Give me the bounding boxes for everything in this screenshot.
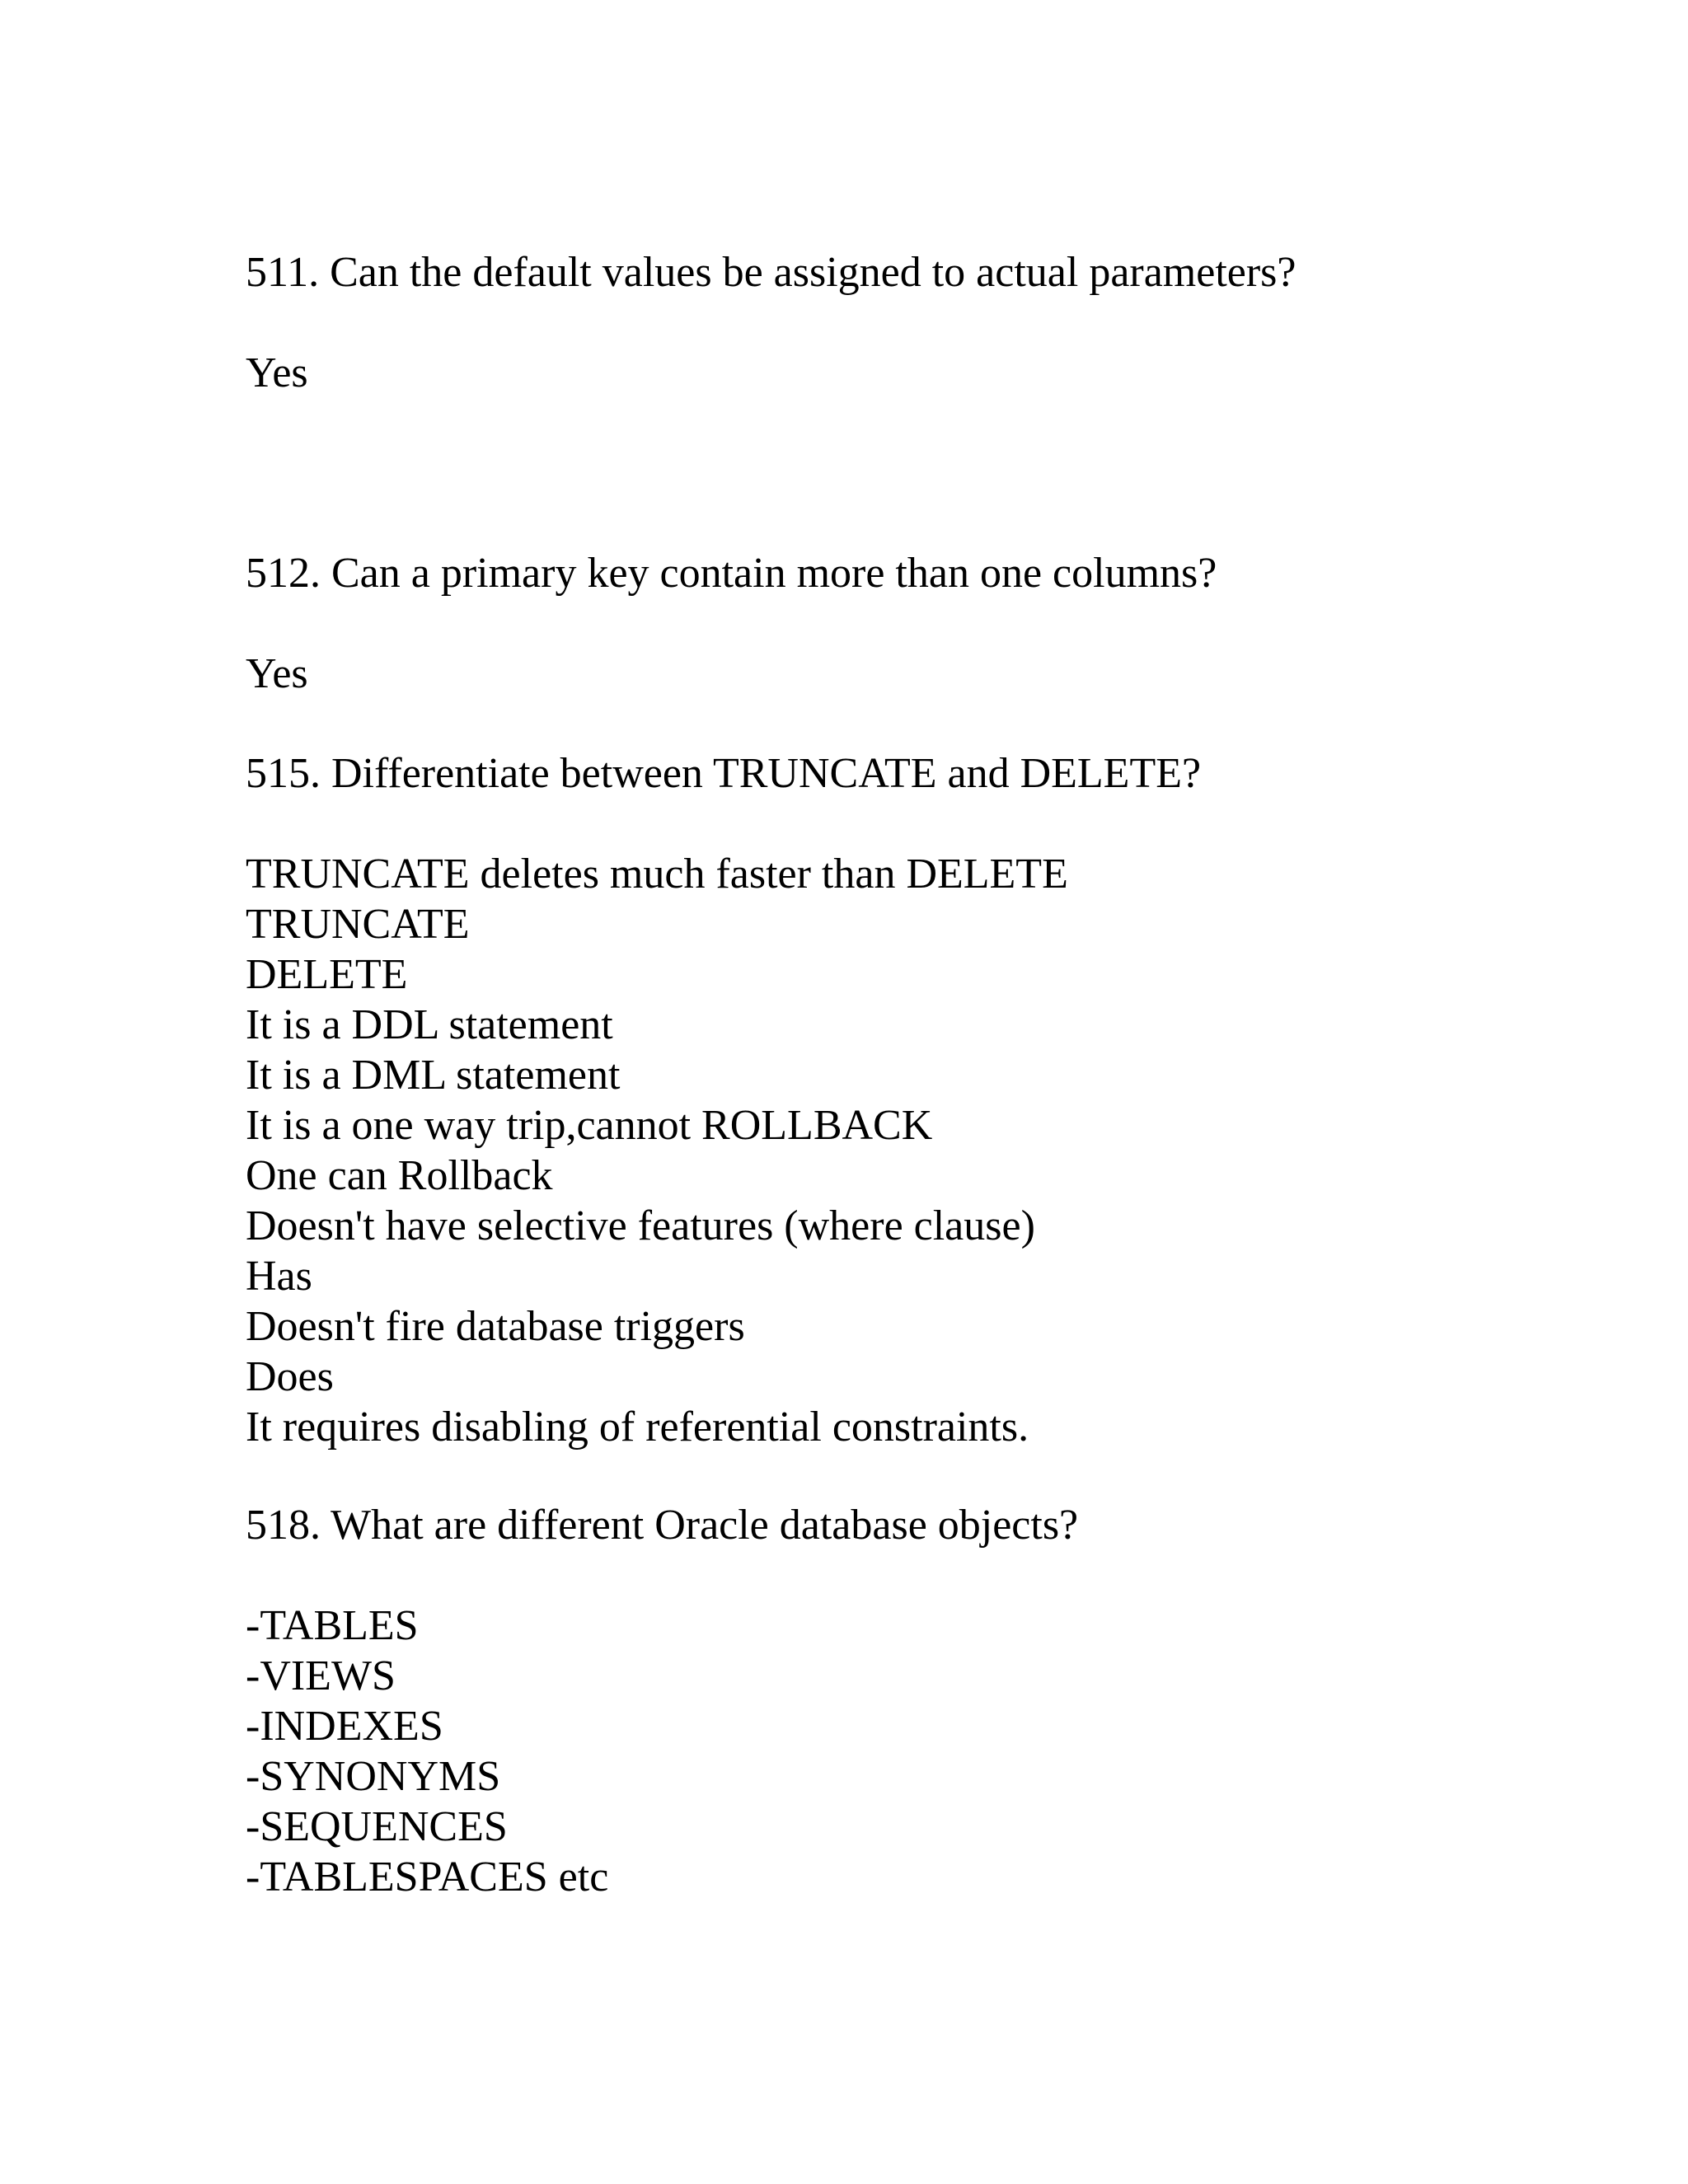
answer-line: Yes [246,650,308,697]
answer-512 [246,649,308,699]
answer-line: Does [246,1353,334,1400]
question-text: 512. Can a primary key contain more than one columns? [246,550,1217,597]
question-512 [246,548,1217,598]
question-511 [246,247,1296,298]
question-text: 518. What are different Oracle database objects? [246,1502,1079,1549]
answer-line: Doesn't fire database triggers [246,1303,745,1350]
answer-511 [246,348,308,398]
answer-line: DELETE [246,951,408,998]
answer-line: -VIEWS [246,1652,396,1699]
answer-line: Doesn't have selective features (where clause) [246,1202,1035,1249]
answer-line: It is a one way trip,cannot ROLLBACK [246,1102,933,1149]
answer-line: Has [246,1253,312,1300]
answer-line: -SEQUENCES [246,1803,508,1850]
question-text: 515. Differentiate between TRUNCATE and DELETE? [246,750,1202,797]
answer-line: It requires disabling of referential constraints. [246,1404,1029,1451]
question-518 [246,1500,1078,1550]
answer-line: One can Rollback [246,1152,553,1199]
answer-line: It is a DDL statement [246,1001,613,1048]
answer-line: TRUNCATE deletes much faster than DELETE [246,851,1068,898]
answer-518 [246,1601,608,1902]
answer-line: -TABLESPACES etc [246,1854,609,1900]
answer-line: Yes [246,349,308,396]
question-515 [246,748,1201,799]
question-text: 511. Can the default values be assigned to actual parameters? [246,249,1296,296]
answer-line: -SYNONYMS [246,1753,501,1800]
answer-line: TRUNCATE [246,901,470,948]
answer-line: -INDEXES [246,1703,443,1750]
answer-line: It is a DML statement [246,1052,621,1099]
answer-line: -TABLES [246,1602,419,1649]
answer-515 [246,849,1068,1452]
